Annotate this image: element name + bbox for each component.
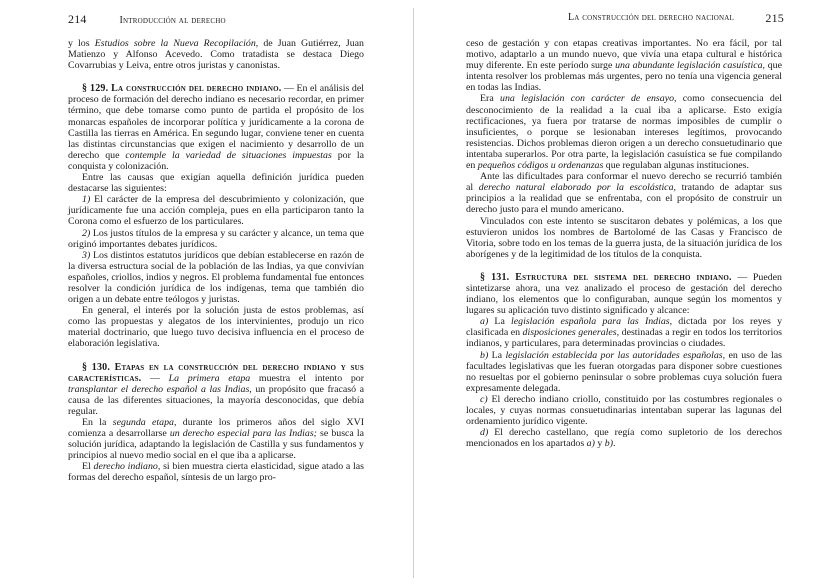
italic-text: segunda etapa — [112, 417, 174, 428]
paragraph — [68, 83, 364, 172]
paragraph — [68, 172, 364, 194]
paragraph — [68, 305, 364, 349]
right-page — [414, 0, 828, 586]
paragraph — [466, 171, 782, 215]
italic-text: La primera etapa — [168, 372, 251, 384]
paragraph — [68, 362, 364, 417]
italic-text: a) — [480, 316, 489, 328]
text-run: En la — [82, 417, 113, 428]
italic-text: disposiciones generales, — [522, 327, 620, 339]
italic-text: legislación establecida por las autoridades españolas, — [505, 349, 726, 361]
paragraph — [68, 194, 364, 227]
running-head-left: Introducción al derecho — [119, 15, 226, 26]
text-run: , de Juan Gutiérrez, Juan Matienzo y Alfonso Acevedo. Como tratadista se destaca Diego Covarrubias y Leiva, entre otros juristas y canonistas. — [68, 38, 364, 72]
text-run: — En el análisis del proceso de formación del derecho indiano es necesario recordar, en primer término, que debe tomarse como punto de partida el propósito de los monarcas españoles de incorporar política y jurídicamente a la corona de Castilla las tierras en América. En segundo lugar, conviene tener en cuenta las distintas circunstancias que exigen el nacimiento y desarrollo de un derecho que — [68, 83, 364, 161]
paragraph — [68, 461, 364, 483]
text-run: Vinculados con este intento se suscitaron debates y polémicas, a los que estuvieron unidos los nombres de Bartolomé de las Casas y Francisco de Vitoria, sobre todo en los temas de la guerra justa, de la situación jurídica de los aborígenes y de la legitimidad de los títulos de la conquista. — [466, 215, 782, 260]
italic-text: legislación española para las Indias, — [511, 316, 673, 328]
text-run: Ante las dificultades para conformar el nuevo derecho se recurrió también al — [466, 171, 782, 194]
right-text-column — [466, 38, 782, 449]
paragraph — [466, 216, 782, 260]
text-run: La — [488, 316, 512, 328]
text-run: El derecho castellano, que regía como supletorio de los derechos mencionados en los apartados — [466, 427, 782, 450]
italic-text: 1) — [82, 194, 91, 206]
paragraph — [466, 316, 782, 349]
paragraph — [466, 350, 782, 394]
italic-text: contemple la variedad de situaciones impuestas — [125, 149, 332, 161]
italic-text: una legislación con carácter de ensayo, — [500, 93, 677, 105]
text-run: muestra el intento por — [250, 372, 364, 384]
italic-text: b) — [604, 438, 614, 450]
text-run: La — [488, 349, 506, 361]
italic-text: un derecho especial para las Indias; — [169, 428, 317, 440]
running-head-right: La construcción del derecho nacional — [567, 12, 734, 23]
paragraph — [466, 427, 782, 449]
text-run: y los — [68, 38, 95, 49]
paragraph — [466, 394, 782, 427]
italic-text: derecho natural elaborado por la escolástica, — [478, 182, 676, 194]
text-run: En general, el interés por la solución justa de estos problemas, así como las propuestas y alegatos de los intervinientes, produjo un rico material doctrinario, que luego tuvo decisiva influencia en el proceso de elaboración legislativa. — [68, 305, 364, 350]
italic-text: pequeños códigos u ordenanzas — [477, 160, 604, 172]
paragraph — [68, 250, 364, 305]
left-running-header — [68, 12, 368, 27]
text-run: como consecuencia del desconocimiento de la realidad a la cual iba a aplicarse. Esto exigía rectificaciones, ya fuera por tratarse de normas imposibles de cumplir o insuficientes, o porque se lesionaban intereses legítimos, provocando resistencias. Dichos problemas dieron origen a un derecho consuetudinario que intentaba superarlos. Por otra parte, la legislación casuística se fue compilando en — [466, 93, 782, 172]
text-run: en uso de las facultades legislativas que les fueran otorgadas para disponer sobre cuestiones no resueltas por el gobierno peninsular o sobre problemas cuya solución fuera expresamente delegada. — [466, 349, 782, 394]
paragraph — [68, 417, 364, 461]
text-run: tratando de adaptar sus principios a la realidad que se enfrentaba, con el propósito de construir un derecho justo para el mundo americano. — [466, 182, 782, 216]
section-number: § 131. — [480, 271, 516, 283]
text-run: , un propósito que fracasó a causa de las diferentes situaciones, la mayoría desconocidas, que debía regular. — [68, 383, 364, 417]
text-run: y — [594, 438, 605, 450]
text-run: El derecho indiano criollo, constituido por las costumbres regionales o locales, y cuyas normas consuetudinarias intentaban superar las lagunas del ordenamiento jurídico vigente. — [466, 393, 782, 428]
paragraph — [68, 228, 364, 250]
text-run: El — [82, 461, 94, 473]
text-run: . — [613, 438, 616, 450]
section-title: Estructura del sistema del derecho indiano. — [515, 271, 732, 283]
text-run: que intenta resolver los problemas más urgentes, pero no tenía una vigencia general en todas las Indias. — [466, 60, 782, 94]
left-text-column — [68, 38, 364, 484]
paragraph — [68, 38, 364, 71]
text-run: El carácter de la empresa del descubrimiento y colonización, que jurídicamente fue una acción compleja, pues en ella participaron tanto la Corona como el esfuerzo de los particulares. — [68, 194, 364, 228]
text-run: destinadas a regir en todos los territorios indianos, y particulares, para determinadas provincias o ciudades. — [466, 327, 782, 350]
italic-text: una abundante legislación casuística, — [615, 60, 766, 72]
section-number: § 130. — [82, 361, 115, 373]
italic-text: transplantar el derecho español a las Indias — [68, 383, 250, 395]
text-run: , durante los primeros años del siglo XVI comienza a desarrollarse — [68, 417, 364, 440]
text-run: Los distintos estatutos jurídicos que debían establecerse en razón de la diversa estructura social de la población de las Indias, ya que convivían españoles, criollos, indios y negros. El problema fundamental fue entonces resolver la condición jurídica de los indígenas, tema que también dio origen a un debate entre teólogos y juristas. — [68, 249, 364, 306]
paragraph — [466, 93, 782, 171]
text-run: Entre las causas que exigían aquella definición jurídica pueden destacarse las siguientes: — [68, 172, 364, 195]
section-number: § 129. — [82, 83, 112, 95]
text-run: — Pueden sintetizarse ahora, una vez analizado el proceso de gestación del derecho indiano, los elementos que lo configuraban, aunque según los momentos y lugares su aplicación tuvo distinto significado y alcance: — [466, 271, 782, 317]
italic-text: 2) — [82, 227, 91, 239]
text-run: dictada por los reyes y clasificada en — [466, 316, 783, 339]
text-run: se busca la solución jurídica, adaptando la legislación de Castilla y sus fundamentos y principios al nuevo medio social en el que iba a aplicarse. — [68, 428, 364, 462]
paragraph — [466, 38, 782, 93]
text-run: Los justos títulos de la empresa y su carácter y alcance, un tema que originó importantes debates jurídicos. — [68, 227, 364, 250]
text-run: que regulaban algunas instituciones. — [603, 160, 749, 172]
section-title: La construcción del derecho indiano. — [111, 83, 282, 95]
page-number-right: 215 — [765, 11, 784, 25]
section-title: Etapas en la construcción del derecho indiano y sus características. — [68, 361, 364, 384]
text-run: — — [141, 372, 169, 384]
italic-text: 3) — [82, 249, 91, 261]
italic-text: b) — [480, 349, 489, 361]
italic-text: Estudios sobre la Nueva Recopilación — [94, 38, 256, 49]
page-number-left: 214 — [68, 12, 87, 26]
italic-text: a) — [586, 438, 595, 450]
italic-text: d) — [480, 427, 489, 439]
paragraph — [466, 272, 782, 316]
italic-text: derecho indiano — [93, 461, 158, 473]
text-run: Era — [480, 93, 500, 105]
text-run: por la conquista y colonización. — [68, 149, 364, 172]
text-run: ceso de gestación y con etapas creativas importantes. No era fácil, por tal motivo, adaptarlo a un mundo nuevo, que vivía una etapa cultural e histórica muy diferente. En este período surge — [466, 38, 782, 72]
italic-text: c) — [480, 393, 488, 405]
text-run: , si bien muestra cierta elasticidad, sigue atado a las formas del derecho español, síntesis de un largo pro- — [68, 461, 364, 484]
